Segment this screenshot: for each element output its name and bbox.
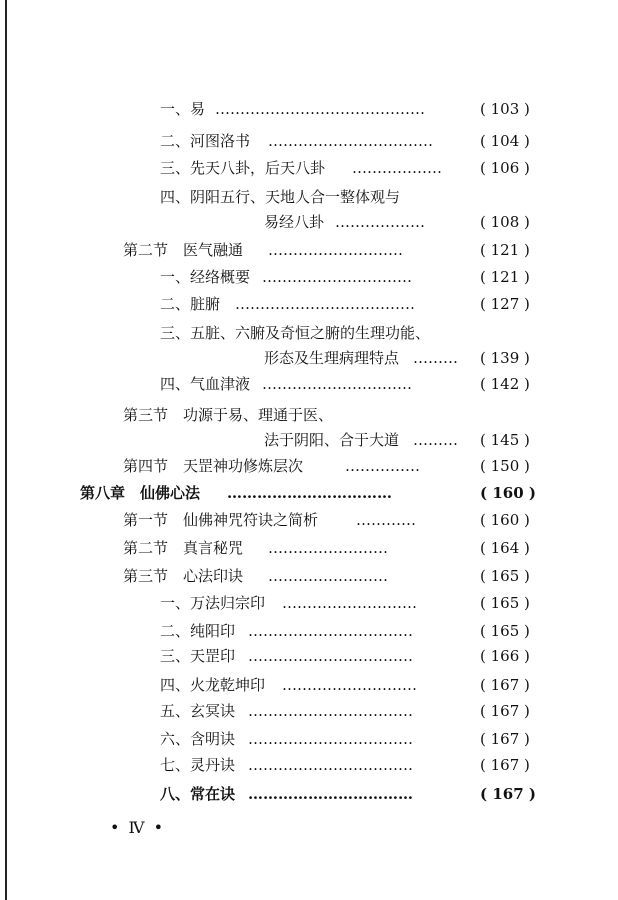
toc-entry-title: 第四节 天罡神功修炼层次 — [123, 457, 304, 475]
toc-entry — [0, 453, 618, 479]
toc-leader-dots: …………………………………… — [215, 100, 425, 118]
toc-page-number: ( 145 ) — [480, 431, 530, 449]
toc-entry-title: 二、脏腑 — [160, 295, 221, 313]
toc-entry — [0, 427, 618, 453]
toc-entry — [0, 96, 618, 122]
toc-page-number: ( 127 ) — [480, 295, 530, 313]
toc-entry — [0, 563, 618, 589]
toc-entry-title: 三、五脏、六腑及奇恒之腑的生理功能、 — [160, 324, 431, 342]
toc-entry-title: 六、含明诀 — [160, 730, 236, 748]
toc-leader-dots: ……………………… — [268, 241, 403, 259]
toc-entry-title: 第二节 医气融通 — [123, 241, 244, 259]
toc-entry-title: 第二节 真言秘咒 — [123, 539, 244, 557]
toc-page-number: ( 164 ) — [480, 539, 530, 557]
toc-page-number: ( 121 ) — [480, 241, 530, 259]
toc-page-number: ( 139 ) — [480, 349, 530, 367]
toc-entry — [0, 320, 618, 346]
toc-leader-dots: …………………………… — [248, 756, 413, 774]
toc-page-number: ( 160 ) — [480, 511, 530, 529]
toc-leader-dots: …………… — [345, 457, 420, 475]
toc-leader-dots: …………………… — [268, 539, 388, 557]
toc-entry-title: 一、经络概要 — [160, 268, 251, 286]
toc-leader-dots: …………………………… — [227, 484, 392, 502]
toc-entry-title: 四、气血津液 — [160, 375, 251, 393]
toc-entry — [0, 291, 618, 317]
toc-leader-dots: …………………………… — [248, 730, 413, 748]
toc-leader-dots: …………………… — [268, 567, 388, 585]
toc-entry — [0, 155, 618, 181]
toc-page-number: ( 103 ) — [480, 100, 530, 118]
toc-page-number: ( 106 ) — [480, 159, 530, 177]
toc-entry — [0, 535, 618, 561]
toc-entry — [0, 184, 618, 210]
toc-chapter-title: 第八章 仙佛心法 — [80, 484, 201, 502]
toc-leader-dots: ……… — [413, 431, 458, 449]
toc-entry — [0, 618, 618, 644]
toc-leader-dots: ……… — [413, 349, 458, 367]
toc-entry-title: 五、玄冥诀 — [160, 702, 236, 720]
toc-page-number: ( 167 ) — [480, 756, 530, 774]
toc-entry — [0, 402, 618, 428]
toc-page-number: ( 166 ) — [480, 647, 530, 665]
toc-page-number: ( 167 ) — [480, 785, 536, 803]
toc-leader-dots: ………… — [356, 511, 416, 529]
toc-page-number: ( 165 ) — [480, 594, 530, 612]
toc-leader-dots: ………………………… — [262, 268, 412, 286]
toc-entry — [0, 643, 618, 669]
toc-entry — [0, 672, 618, 698]
toc-entry-title: 八、常在诀 — [160, 785, 236, 803]
toc-leader-dots: ……………… — [352, 159, 442, 177]
toc-entry-title: 四、火龙乾坤印 — [160, 676, 266, 694]
toc-entry — [0, 209, 618, 235]
toc-page-number: ( 160 ) — [480, 484, 536, 502]
toc-entry-title: 三、天罡印 — [160, 647, 236, 665]
toc-page-number: ( 104 ) — [480, 132, 530, 150]
toc-entry-title: 三、先天八卦，后天八卦 — [160, 159, 326, 177]
toc-entry — [0, 590, 618, 616]
toc-entry-title: 易经八卦 — [264, 213, 325, 231]
toc-entry-title: 四、阴阳五行、天地人合一整体观与 — [160, 188, 401, 206]
toc-entry — [0, 264, 618, 290]
toc-leader-dots: ………………………… — [262, 375, 412, 393]
toc-entry-title: 七、灵丹诀 — [160, 756, 236, 774]
toc-entry — [0, 371, 618, 397]
toc-entry — [0, 345, 618, 371]
toc-page-number: ( 150 ) — [480, 457, 530, 475]
toc-entry — [0, 726, 618, 752]
toc-entry — [0, 128, 618, 154]
toc-page-number: ( 165 ) — [480, 567, 530, 585]
toc-entry — [0, 698, 618, 724]
toc-page-number: ( 167 ) — [480, 702, 530, 720]
toc-entry-title: 法于阴阳、合于大道 — [264, 431, 400, 449]
toc-entry — [0, 781, 618, 807]
toc-entry-title: 形态及生理病理特点 — [264, 349, 400, 367]
toc-leader-dots: ……………………… — [282, 676, 417, 694]
toc-entry — [0, 237, 618, 263]
toc-entry-title: 第三节 功源于易、理通于医、 — [123, 406, 334, 424]
toc-leader-dots: ……………………………… — [235, 295, 415, 313]
toc-leader-dots: …………………………… — [248, 702, 413, 720]
toc-entry-title: 二、纯阳印 — [160, 622, 236, 640]
toc-leader-dots: …………………………… — [248, 647, 413, 665]
toc-page-number: ( 142 ) — [480, 375, 530, 393]
toc-leader-dots: …………………………… — [268, 132, 433, 150]
toc-page-number: ( 167 ) — [480, 730, 530, 748]
toc-entry-title: 第一节 仙佛神咒符诀之简析 — [123, 511, 319, 529]
toc-entry-title: 第三节 心法印诀 — [123, 567, 244, 585]
toc-page-number: ( 165 ) — [480, 622, 530, 640]
page-number-footer: • Ⅳ • — [110, 818, 166, 837]
toc-entry-title: 一、易 — [160, 100, 206, 118]
toc-page-number: ( 121 ) — [480, 268, 530, 286]
toc-page-number: ( 108 ) — [480, 213, 530, 231]
toc-chapter-entry — [0, 480, 618, 506]
toc-page-number: ( 167 ) — [480, 676, 530, 694]
toc-leader-dots: …………………………… — [248, 622, 413, 640]
toc-leader-dots: …………………………… — [248, 785, 413, 803]
toc-entry — [0, 507, 618, 533]
toc-entry — [0, 752, 618, 778]
toc-leader-dots: ……………… — [335, 213, 425, 231]
toc-leader-dots: ……………………… — [282, 594, 417, 612]
toc-entry-title: 一、万法归宗印 — [160, 594, 266, 612]
toc-entry-title: 二、河图洛书 — [160, 132, 251, 150]
